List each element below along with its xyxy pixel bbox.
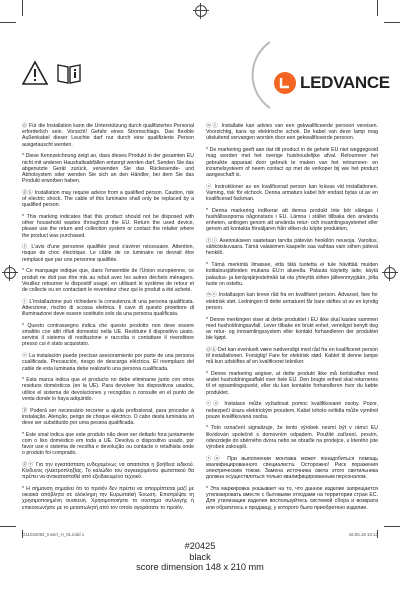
paragraph: ⓖⓡ Για την εγκατάσταση ενδεχομένως να απαιτείται η βοήθεια ειδικού. Κίνδυνος ηλεκτροπληξίας. Το καλώδιο του συγκεκριμένου φωτιστικού θα πρέπει να αντικατασταθεί από εξειδικευμένο τεχνικό. xyxy=(22,461,194,481)
paragraph: ⓟ Poderá ser necessário recorrer a ajuda profissional, para proceder à instalação. Atenção, perigo de choque eléctrico. O cabo desta luminária só deve ser substituído por uma pessoa qualificada. xyxy=(22,407,194,426)
paragraph: ⓢ Instruktioner av en kvalificerad person kan krävas vid installationen. Varning, risk för elchock. Denna armaturs kabel bör endast bytas ut av en kvalificerad fackman. xyxy=(206,183,378,203)
paragraph: ⓡⓤ При выполнении монтажа может понадобиться помощь квалифицированного специалиста. Осторожно! Риск поражения электрическим током. Замена источника света этого светильника должна осуществляться только квалифицированным персоналом. xyxy=(206,455,378,481)
paragraph: * Esta marca indica que el producto no debe eliminarse junto con otros residuos domésticos (en la UE). Para devolver los dispositivos usados, utilice el sistema de devoluciones y recogidas o consulte en el punto de venta donde lo haya adquirido. xyxy=(22,377,194,402)
paragraph: * Η σήμανση σημαίνει ότι το προϊόν δεν πρέπει να απορρίπτεται μαζί με οικιακά απόβλητα σε ολόκληρη την Ευρωπαϊκή Ένωση. Επιστρέψτε τη χρησιμοποιημένη συσκευή. Χρησιμοποιήστε το σύστημα συλλογής ή επικοινωνήστε με το μεταπωλητή από τον οποίο αγοράσατε το προϊόν. xyxy=(22,486,194,511)
crop-mark xyxy=(22,0,23,16)
paragraph: ⓕ L'avis d'une personne qualifiée peut s'avérer nécessaire. Attention, risque de choc électrique. Le câble de ce luminaire ne devrait être remplacé que par une personne qualifiée. xyxy=(22,244,194,263)
paragraph: ⓕⓘ Asennukseen saatetaan tarvita pätevän henkilön neuvoja. Varoitus, sähköiskuvaara. Tämä valaisimen kaapelin saa vaihtaa vain siihen pätevä henkilö. xyxy=(206,238,378,257)
paragraph: ⓓ Für die Installation kann die Unterstützung durch qualifiziertes Personal erforderlich sein. Vorsicht! Gefahr eines Stromschlags. Das flexible Außenkabel dieser Leuchte darf nur durch eine qualifizierte Person ausgetauscht werden. xyxy=(22,123,194,148)
read-manual-icon xyxy=(56,60,82,86)
paragraph: ⓖⓑ Installation may require advice from a qualified person. Caution, risk of electric shock. The cable of this luminaire shall only be replaced by a qualified person. xyxy=(22,189,194,209)
paragraph: * Tämä merkintä ilmaisee, että tätä tuotetta ei tule hävittää muiden kotitalousjätteiden mukana EU:n alueella. Palauta käytetty laite, käytä palautus- ja keräysjärjestelmää tai ota yhteyttä siihen jälleenmyyjään, jolta tuote on ostettu. xyxy=(206,262,378,287)
paragraph: ⓝⓞ Installasjon kan kreve råd fra en kvalifisert person. Advarsel, fare for elektrisk støt. Ledningen til dette armaturet får bare skiftes ut av en kyndig person. xyxy=(206,292,378,311)
text-column-left xyxy=(22,123,194,516)
header xyxy=(22,40,390,110)
registration-mark xyxy=(4,267,16,279)
brand-logo xyxy=(274,72,390,94)
paragraph: * Questo contrassegno indica che questo prodotto non deve essere smaltito con altri rifiuti domestici nella UE. Restituire il dispositivo usato, servirsi il sistema di restituzione e raccolta o contattare il rivenditore presso cui è stato acquistato. xyxy=(22,322,194,348)
registration-mark xyxy=(195,5,207,17)
text-column-right xyxy=(206,123,378,516)
file-name: G11042092_Insert_H_01.indd 1 xyxy=(22,532,85,537)
warning-triangle-icon xyxy=(22,60,48,86)
paragraph: * Este sinal indica que este produto não deve ser deitado fora juntamente com o lixo doméstico em toda a UE. Devolva o dispositivo usado, por favor use o sistema de recolha e devolução ou contacte o retalhista onde o produto foi comprado. xyxy=(22,431,194,457)
crop-mark xyxy=(0,22,16,23)
score-dimension: score dimension 148 x 210 mm xyxy=(136,562,264,572)
print-color: black xyxy=(189,551,211,562)
crop-mark xyxy=(377,0,378,16)
decorative-arc xyxy=(192,40,272,110)
paragraph: ⓘ L'installazione può richiedere la consulenza di una persona qualificata. Attenzione, rischio di scossa elettrica. Il cavo di questo proiettore di illuminazione deve essere sostituito solo da una persona qualificata. xyxy=(22,298,194,318)
paragraph: * Diese Kennzeichnung zeigt an, dass dieses Produkt in der gesamten EU nicht mit anderen Haushaltsabfällen entsorgt werden darf. Senden Sie das abgenutzte Gerät zurück, verwenden Sie das Rückesende- und Abholsystem oder wenden Sie sich an den Händler, bei dem Sie das Produkt erworben haben. xyxy=(22,153,194,185)
imprint-info xyxy=(0,541,400,573)
pictogram-row xyxy=(22,60,82,86)
crop-mark xyxy=(384,22,400,23)
brand-name: LEDVANCE xyxy=(300,73,390,92)
print-slug xyxy=(22,532,378,537)
article-number: #20425 xyxy=(184,541,216,551)
crop-mark xyxy=(0,526,16,527)
paragraph: * Denne markering angiver, at dette produkt ikke må bortskaffes med andet husholdningsaffald over hele EU. Den brugte enhed skal returneres til et opsamlingspunkt, eller du kan kontakte forhandleren hvor du købte produktet. xyxy=(206,371,378,396)
paragraph: * Denna markering indikerar att denna produkt inte bör slängas i hushållssoporna någonstans i EU. Lämna i stället tillbaka den använda enheten, antingen genom att använda retur- och insamlingssystemet eller genom att kontakta försäljaren från vilken du köpte produkten. xyxy=(206,207,378,233)
paragraph: ⓝⓛ Installatie kan advies van een gekwalificeerde persoon vereisen. Voorzichtig, kans op elektrische schok. De kabel van deze lamp mag uitsluitend vervangen worden door een gekwalificeerde persoon. xyxy=(206,123,378,142)
crop-mark xyxy=(384,526,400,527)
paragraph: * This marking indicates that this product should not be disposed with other household wastes throughout the EU. Return the used device, please use the return and collection system or contact the retailer where the product was purchased. xyxy=(22,213,194,239)
paragraph: * Denne merkingen viser at dette produktet i EU ikke skal kastes sammen med husholdningsavfall. Lever tilbake en brukt enhet, vennligst benytt deg av retur- og innsamlingssystem eller kontakt forhandleren der produktet ble kjøpt. xyxy=(206,316,378,342)
paragraph: * De markering geeft aan dat dit product in de gehele EU niet weggegooid mag worden met het overige huishoudelijke afval. Retourneer het gebruikte apparaat door gebruik te maken van het retourneer- en inzamelsysteem of neem contact op met de verkoper bij wie het product aangeschaft is. xyxy=(206,147,378,178)
paragraph: ⓔ La instalación puede precisar asesoramiento por parte de una persona cualificada. Precaución, riesgo de descarga eléctrica. El reemplazo del cable de esta luminaria debe realizarlo una persona cualificada. xyxy=(22,353,194,372)
print-date: 16.05.18 10:13 xyxy=(348,532,378,537)
registration-mark xyxy=(384,267,396,279)
paragraph: ⓒⓩ Instalace může vyžadovat pomoc kvalifikované osoby. Pozor, nebezpečí úrazu elektrickým proudem. Kabel tohoto svítidla může vyměnit pouze kvalifikovaná osoba. xyxy=(206,401,378,420)
paragraph: ⓓⓚ Det kan eventuelt være nødvendigt med råd fra en kvalificeret person til installationen. Forsigtig! Fare for elektrisk stød. Kablet til denne lampe må kun udskiftes af en kvalificeret tekniker. xyxy=(206,346,378,366)
paragraph: * Toto označení signalizuje, že tento výrobek nesmí být v rámci EU likvidován společně s domovním odpadem. Použité zařízení, prosím, odevzdejte do sběrného dvora nebo se obraťte na prodejce, u kterého jste výrobek zakoupili. xyxy=(206,425,378,451)
ledvance-logo-icon xyxy=(274,72,296,94)
paragraph: * Эта маркировка указывает на то, что данное изделие запрещается утилизировать вместе с бытовыми отходами на территории стран ЕС. Для утилизации изделия воспользуйтесь системой сбора и возврата или обратитесь к продавцу, у которого было приобретено изделие. xyxy=(206,486,378,511)
paragraph: * Ce marquage indique que, dans l'ensemble de l'Union européenne, ce produit ne doit pas être mis au rebut avec les autres déchets ménagers. Veuillez retourner le dispositif usagé, en utilisant le système de retour et de collecte ou en contactant le revendeur chez qui le produit a été acheté. xyxy=(22,268,194,293)
